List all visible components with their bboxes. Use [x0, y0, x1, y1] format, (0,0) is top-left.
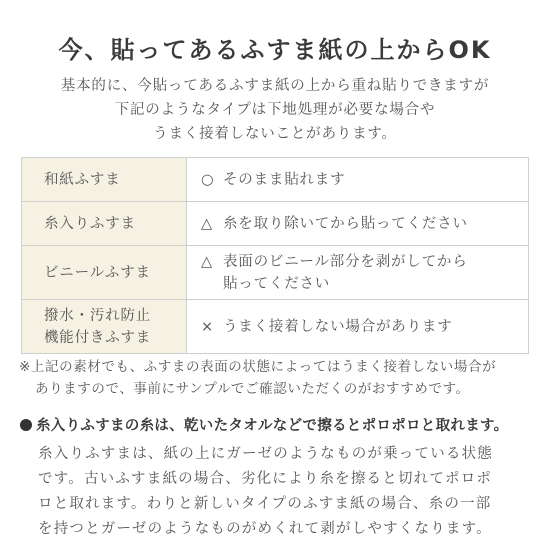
bullet-icon: [20, 419, 32, 431]
note-line: ※上記の素材でも、ふすまの表面の状態によってはうまく接着しない場合が: [19, 359, 497, 375]
intro-line: 下記のようなタイプは下地処理が必要な場合や: [114, 102, 436, 118]
method-cell: [187, 202, 529, 246]
table-row: [22, 300, 529, 354]
triangle-mark-icon: △: [201, 215, 213, 232]
circle-mark-icon: ○: [201, 171, 215, 188]
fusuma-type-label: ビニールふすま: [44, 264, 151, 281]
fusuma-compatibility-table: [21, 157, 529, 354]
method-text: 表面のビニール部分を剥がしてから: [223, 253, 468, 270]
body-line: 糸入りふすまは、紙の上にガーゼのようなものが乗っている状態: [38, 446, 494, 462]
body-line: ロと取れます。わりと新しいタイプのふすま紙の場合、糸の一部: [38, 496, 492, 512]
fusuma-type-label: 糸入りふすま: [44, 215, 136, 232]
intro-text: [0, 74, 550, 146]
method-cell: [187, 246, 529, 300]
fusuma-type-cell: [22, 300, 187, 354]
table-row: [22, 202, 529, 246]
body-line: を持つとガーゼのようなものがめくれて剥がしやすくなります。: [38, 521, 492, 537]
note-line: ありますので、事前にサンプルでご確認いただくのがおすすめです。: [35, 381, 470, 397]
method-cell: [187, 158, 529, 202]
method-text: うまく接着しない場合があります: [223, 318, 453, 335]
body-line: です。古いふすま紙の場合、劣化により糸を擦ると切れてポロポ: [38, 471, 493, 487]
section-heading: [20, 414, 540, 435]
method-text: 貼ってください: [223, 275, 331, 292]
fusuma-type-label: 和紙ふすま: [44, 171, 121, 188]
page-title: 今、貼ってあるふすま紙の上からOK: [58, 36, 492, 64]
triangle-mark-icon: △: [201, 253, 213, 270]
intro-line: うまく接着しないことがあります。: [153, 126, 397, 142]
table-row: [22, 158, 529, 202]
section-body: [38, 442, 538, 542]
fusuma-type-cell: [22, 202, 187, 246]
cross-mark-icon: ×: [201, 318, 214, 335]
caution-note: [19, 356, 539, 400]
method-text: 糸を取り除いてから貼ってください: [223, 215, 468, 232]
fusuma-type-cell: [22, 158, 187, 202]
method-text: そのまま貼れます: [223, 171, 346, 188]
fusuma-type-cell: [22, 246, 187, 300]
fusuma-type-label: 撥水・汚れ防止: [44, 307, 152, 324]
fusuma-type-label: 機能付きふすま: [44, 329, 152, 346]
method-cell: [187, 300, 529, 354]
table-row: [22, 246, 529, 300]
intro-line: 基本的に、今貼ってあるふすま紙の上から重ね貼りできますが: [60, 78, 490, 94]
section-heading-text: 糸入りふすまの糸は、乾いたタオルなどで擦るとポロポロと取れます。: [36, 418, 509, 434]
